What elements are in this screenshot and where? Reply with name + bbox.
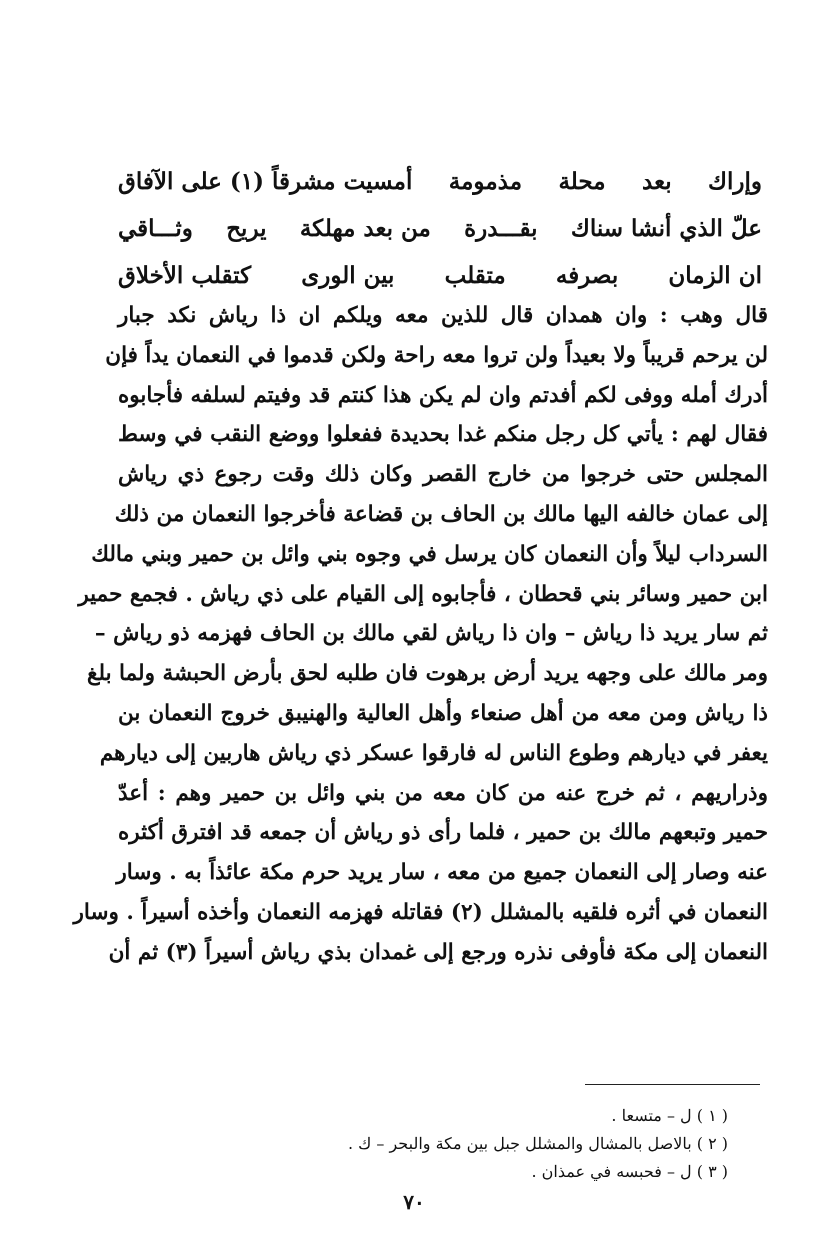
prose-line: ابن حمير وسائر بني قحطان ، فأجابوه إلى القيام على ذي رياش . فجمع حمير bbox=[78, 581, 768, 607]
prose-line: عنه وصار إلى النعمان جميع من معه ، سار يريد حرم مكة عائذاً به . وسار bbox=[116, 860, 768, 886]
footnote: ( ٣ ) ل – فحبسه في عمذان . bbox=[531, 1162, 728, 1181]
verse-segment: يريح bbox=[226, 215, 267, 242]
verse-segment: محلة bbox=[558, 168, 606, 195]
prose-line: حمير وتبعهم مالك بن حمير ، فلما رأى ذو رياش أن جمعه قد افترق أكثره bbox=[118, 820, 768, 846]
prose-line: إلى عمان خالفه اليها مالك بن الحاف بن قضاعة فأخرجوا النعمان من ذلك bbox=[114, 501, 768, 527]
verse-segment: وثـــاقي bbox=[118, 215, 193, 242]
verse-segment: متقلب bbox=[444, 262, 506, 289]
verse-segment: علّ الذي أنشا سناك bbox=[570, 215, 762, 242]
prose-line: قال وهب : وان همدان قال للذين معه ويلكم ان ذا رياش نكد جبار bbox=[118, 303, 768, 328]
verse-segment: وإراك bbox=[708, 168, 762, 195]
page-number: ٧٠ bbox=[403, 1190, 425, 1214]
footnote-divider bbox=[585, 1084, 760, 1085]
footnote: ( ٢ ) بالاصل بالمشال والمشلل جبل بين مكة والبحر – ك . bbox=[347, 1134, 728, 1153]
prose-line: وذراريهم ، ثم خرج عنه من كان معه من بني وائل بن حمير وهم : أعدّ bbox=[118, 780, 768, 806]
footnote: ( ١ ) ل – متسعا . bbox=[611, 1106, 728, 1125]
prose-line: فقال لهم : يأتي كل رجل منكم غدا بحديدة ففعلوا ووضع النقب في وسط bbox=[118, 422, 768, 448]
poem-verse bbox=[118, 252, 762, 299]
prose-line: النعمان إلى مكة فأوفى نذره ورجع إلى غمدان بذي رياش أسيراً (٣) ثم أن bbox=[108, 939, 768, 965]
verse-segment: بين الورى bbox=[301, 262, 395, 289]
poem-block bbox=[118, 158, 762, 299]
verse-segment: بقـــدرة bbox=[464, 215, 538, 242]
prose-line: أدرك أمله ووفى لكم أفدتم وان لم يكن هذا كنتم قد وفيتم لسلفه فأجابوه bbox=[118, 382, 768, 408]
verse-segment: بعد bbox=[642, 168, 672, 195]
poem-verse bbox=[118, 158, 762, 205]
verse-segment: ان الزمان bbox=[668, 262, 762, 289]
prose-line: المجلس حتى خرجوا من خارج القصر وكان ذلك وقت رجوع ذي رياش bbox=[118, 462, 768, 488]
verse-segment: بصرفه bbox=[555, 262, 619, 289]
prose-line: ذا رياش ومن معه من أهل صنعاء وأهل العالية والهنيبق خروج النعمان بن bbox=[118, 700, 768, 726]
verse-segment: كتقلب الأخلاق bbox=[118, 262, 252, 289]
prose-line: ومر مالك على وجهه يريد أرض برهوت فان طلبه لحق بأرض الحبشة ولما بلغ bbox=[87, 661, 768, 687]
prose-line: يعفر في ديارهم وطوع الناس له فارقوا عسكر ذي رياش هاربين إلى ديارهم bbox=[99, 740, 768, 766]
footnotes bbox=[348, 1102, 728, 1186]
prose-line: السرداب ليلاً وأن النعمان كان يرسل في وجوه بني وائل بن حمير وبني مالك bbox=[91, 541, 768, 567]
verse-segment: أمسيت مشرقاً (١) على الآفاق bbox=[118, 168, 413, 195]
prose-line: ثم سار يريد ذا رياش – وان ذا رياش لقي مالك بن الحاف فهزمه ذو رياش – bbox=[94, 621, 768, 647]
prose-line: النعمان في أثره فلقيه بالمشلل (٢) فقاتله فهزمه النعمان وأخذه أسيراً . وسار bbox=[73, 899, 768, 925]
verse-segment: من بعد مهلكة bbox=[299, 215, 431, 242]
poem-verse bbox=[118, 205, 762, 252]
prose-block bbox=[73, 296, 768, 973]
verse-segment: مذمومة bbox=[448, 168, 523, 195]
prose-line: لن يرحم قريباً ولا بعيداً ولن تروا معه راحة ولكن قدموا في النعمان يداً فإن bbox=[105, 342, 768, 368]
